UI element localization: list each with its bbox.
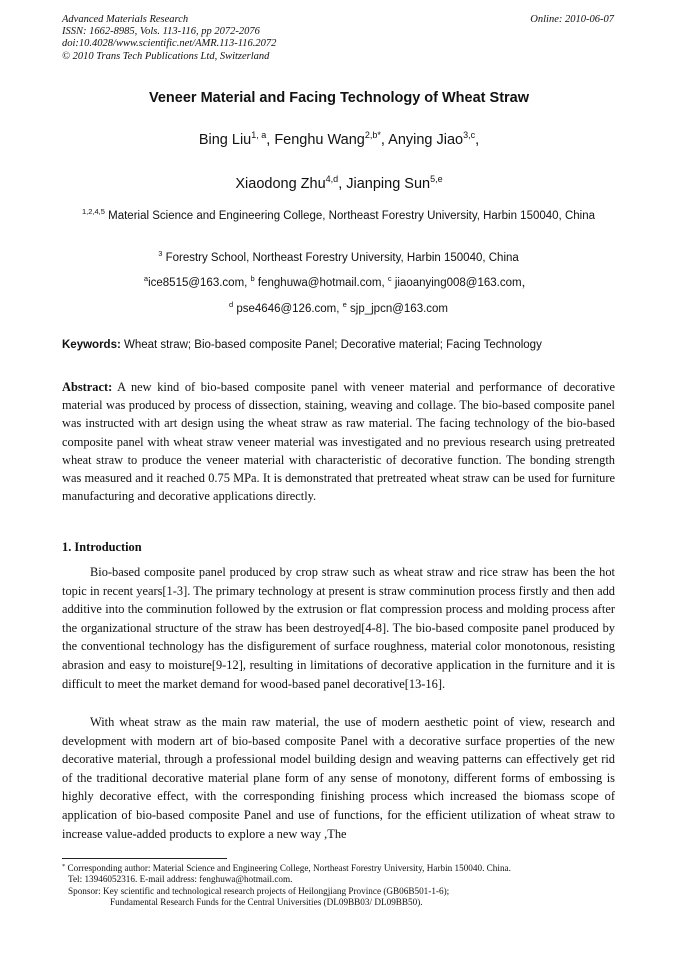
section-heading-introduction: 1. Introduction (62, 540, 142, 554)
footnote-text: Corresponding author: Material Science and Engineering College, Northeast Forestry University, Harbin 150040. China. (67, 863, 511, 873)
footnote-line (62, 863, 615, 874)
footnote (62, 863, 615, 909)
author-sep: , (380, 132, 389, 148)
paper-title: Veneer Material and Facing Technology of Wheat Straw (148, 90, 530, 106)
email-address[interactable]: jiaoanying008@163.com (394, 277, 522, 289)
author-sep: , (475, 132, 480, 148)
abstract (62, 378, 615, 505)
affiliation-sup: 3 (158, 249, 163, 258)
author-name: Xiaodong Zhu (235, 176, 326, 192)
abstract-text: A new kind of bio-based composite panel with veneer material and performance of decorative material was produced by process of dissection, staining, weaving and collage. The bio-based composite panel was instructed with art design using the wheat straw as raw material. The facing technology of the bio-based composite panel with wheat straw veneer material was investigated and no previous research using pretreated wheat straw to produce the veneer material with characteristic of decorative function. The bonding strength was measured and it reached 0.75 MPa. It is demonstrated that pretreated wheat straw can be used for furniture manufacturing and decorative applications directly. (62, 380, 615, 504)
author-sup: 3,c (463, 130, 476, 140)
journal-issn: ISSN: 1662-8985, Vols. 113-116, pp 2072-2076 (62, 26, 260, 38)
footnote-line: Tel: 13946052316. E-mail address: fenghuwa@hotmail.com. (68, 874, 293, 885)
author-sup: 4,d (325, 174, 339, 184)
author-name: Bing Liu (198, 132, 252, 148)
author-sep: , (338, 176, 347, 192)
email-sep: ， (521, 277, 534, 289)
intro-paragraph-1: Bio-based composite panel produced by crop straw such as wheat straw and rice straw has been the hot topic in recent years[1-3]. The primary technology at present is straw comminution process firstly and then add additive into the comminution followed by the extrusion or flat compression process and molding process after the organizational structure of the straw has been destroyed[4-8]. The bio-based composite panel produced by the conventional technology has the disfigurement of surface roughness, material color monotonous, resisting abrasion and easy to moisture[9-12], resulting in limitations of decorative application in the furniture and it is difficult to meet the market demand for wood-based panel decorative[13-16]. (62, 565, 615, 691)
author-sup: 2,b* (364, 130, 381, 140)
footnote-line: Sponsor: Key scientific and technological research projects of Heilongjiang Province (GB06B501-1-6); (68, 885, 450, 896)
author-name: Jianping Sun (346, 176, 431, 192)
email-sup: b (250, 274, 255, 283)
affiliation-text: Material Science and Engineering College, Northeast Forestry University, Harbin 150040, China (108, 210, 595, 222)
footnote-mark: * (62, 863, 66, 870)
affiliation-text: Forestry School, Northeast Forestry University, Harbin 150040, China (165, 252, 519, 264)
journal-doi: doi:10.4028/www.scientific.net/AMR.113-116.2072 (62, 38, 277, 50)
online-date: Online: 2010-06-07 (530, 14, 614, 25)
email-sep: , (244, 277, 251, 289)
email-sup: e (342, 300, 347, 309)
intro-paragraph-2: With wheat straw as the main raw material, the use of modern aesthetic point of view, research and development with modern art of bio-based composite Panel with a decorative surface properties of the new decorative material, through a professional model building design and weaving patterns can effectively get rid of the traditional decorative material plane form of any sense of monotony, different forms of embossing is highly decorative effect, with the corresponding finishing process which increased the biomass scope of application of bio-based composite Panel and use of functions, for the efficient utilization of wheat straw to increase value-added products to explore a new way ,The (62, 715, 615, 841)
affiliation-2 (62, 249, 615, 267)
email-sup: d (228, 300, 234, 309)
email-line-1 (62, 274, 615, 292)
affiliation-sup: 1,2,4,5 (81, 207, 105, 216)
journal-name: Advanced Materials Research (62, 14, 189, 25)
author-sup: 1, a (251, 130, 267, 140)
journal-header (62, 14, 276, 63)
email-address[interactable]: pse4646@126.com (236, 303, 337, 315)
email-sep: , (336, 303, 343, 315)
author-name: Fenghu Wang (274, 132, 365, 148)
journal-copyright: © 2010 Trans Tech Publications Ltd, Switzerland (62, 50, 270, 62)
author-line-1 (0, 132, 678, 148)
email-sup: a (143, 274, 149, 283)
email-sep: , (381, 277, 388, 289)
email-address[interactable]: sjp_jpcn@163.com (350, 303, 449, 315)
footnote-divider (62, 858, 227, 859)
author-sup: 5,e (430, 174, 443, 184)
keywords-text: Wheat straw; Bio-based composite Panel; Decorative material; Facing Technology (124, 339, 542, 351)
email-address[interactable]: fenghuwa@hotmail.com (257, 277, 382, 289)
keywords-label: Keywords: (62, 339, 121, 351)
email-address[interactable]: ice8515@163.com (148, 277, 245, 289)
email-line-2 (62, 300, 615, 318)
author-line-2 (0, 176, 678, 192)
footnote-line: Fundamental Research Funds for the Central Universities (DL09BB03/ DL09BB50). (110, 897, 423, 908)
author-sep: , (266, 132, 275, 148)
abstract-label: Abstract: (62, 380, 113, 394)
affiliation-1 (62, 207, 615, 225)
keywords (62, 339, 615, 351)
email-sup: c (387, 274, 392, 283)
author-name: Anying Jiao (388, 132, 464, 148)
